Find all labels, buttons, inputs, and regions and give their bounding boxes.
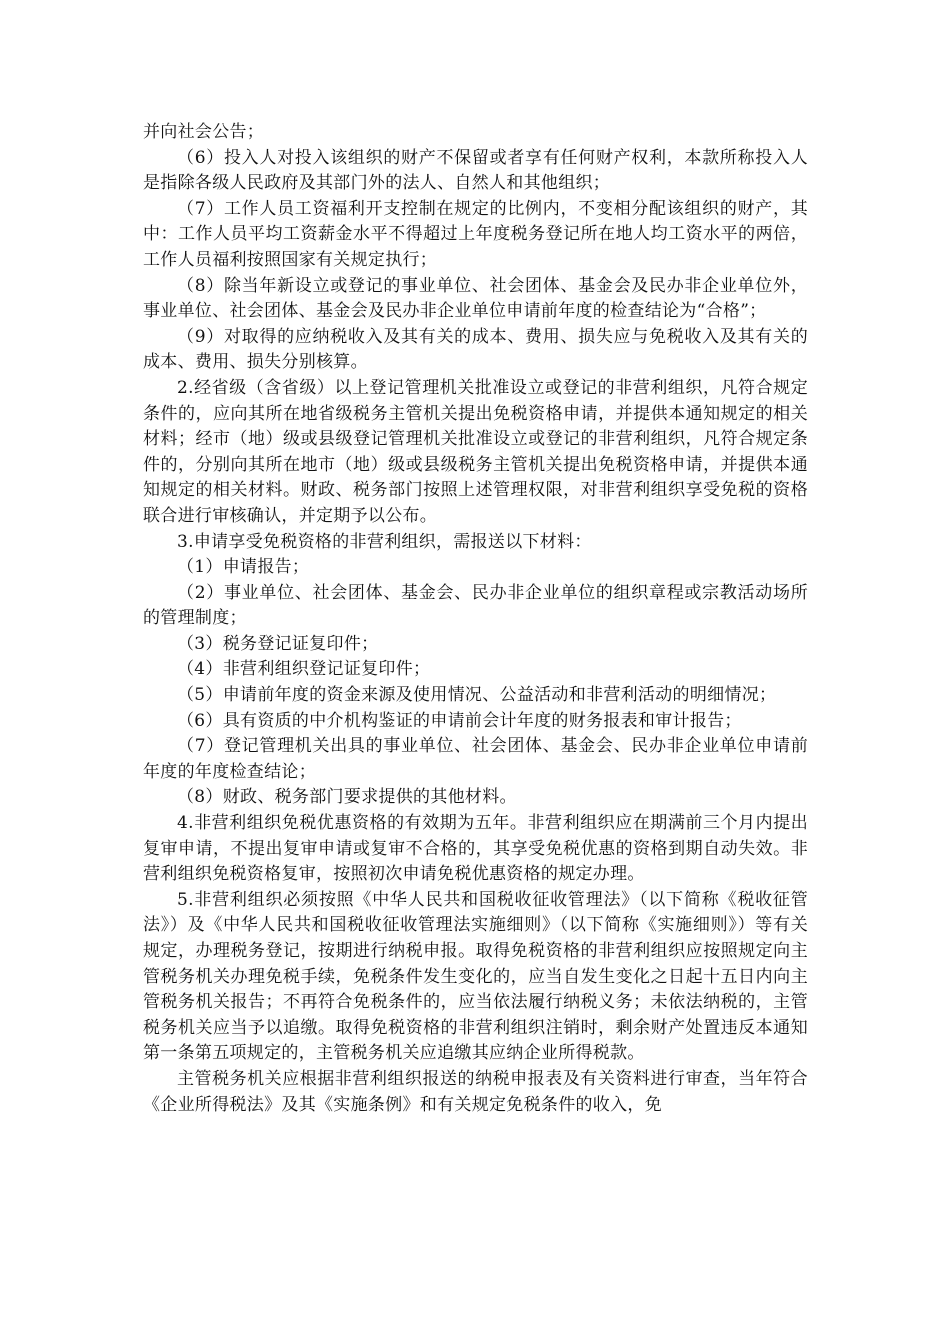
paragraph-section-3: 3.申请享受免税资格的非营利组织，需报送以下材料： bbox=[177, 531, 592, 552]
paragraph-section-4: 4.非营利组织免税优惠资格的有效期为五年。非营利组织应在期满前三个月内提出复审申请，不提出复审申请或复审不合格的，其享受免税优惠的资格到期自动失效。非营利组织免税资格复审，按照初次申请免税优惠资格的规定办理。 bbox=[143, 813, 808, 885]
paragraph-material-6: （6）具有资质的中介机构鉴证的申请前会计年度的财务报表和审计报告； bbox=[177, 710, 742, 731]
paragraph-material-4: （4）非营利组织登记证复印件； bbox=[177, 659, 431, 680]
paragraph-item-8: （8）除当年新设立或登记的事业单位、社会团体、基金会及民办非企业单位外，事业单位、社会团体、基金会及民办非企业单位申请前年度的检查结论为“合格”； bbox=[143, 275, 808, 322]
paragraph-material-3: （3）税务登记证复印件； bbox=[177, 633, 379, 654]
paragraph-section-2: 2.经省级（含省级）以上登记管理机关批准设立或登记的非营利组织，凡符合规定条件的，应向其所在地省级税务主管机关提出免税资格申请，并提供本通知规定的相关材料；经市（地）级或县级登记管理机关批准设立或登记的非营利组织，凡符合规定条件的，分别向其所在地市（地）级或县级税务主管机关提出免税资格申请，并提供本通知规定的相关材料。财政、税务部门按照上述管理权限，对非营利组织享受免税的资格联合进行审核确认，并定期予以公布。 bbox=[143, 377, 808, 526]
paragraph-tax-review: 主管税务机关应根据非营利组织报送的纳税申报表及有关资料进行审查，当年符合《企业所得税法》及其《实施条例》和有关规定免税条件的收入，免 bbox=[143, 1068, 808, 1115]
paragraph-continuation: 并向社会公告； bbox=[143, 122, 265, 142]
paragraph-item-9: （9）对取得的应纳税收入及其有关的成本、费用、损失应与免税收入及其有关的成本、费用、损失分别核算。 bbox=[143, 326, 808, 373]
paragraph-material-5: （5）申请前年度的资金来源及使用情况、公益活动和非营利活动的明细情况； bbox=[177, 685, 777, 706]
paragraph-material-1: （1）申请报告； bbox=[177, 557, 310, 578]
paragraph-material-8: （8）财政、税务部门要求提供的其他材料。 bbox=[177, 787, 517, 808]
paragraph-section-5: 5.非营利组织必须按照《中华人民共和国税收征收管理法》（以下简称《税收征管法》）及《中华人民共和国税收征收管理法实施细则》（以下简称《实施细则》）等有关规定，办理税务登记，按期进行纳税申报。取得免税资格的非营利组织应按照规定向主管税务机关办理免税手续，免税条件发生变化的，应当自发生变化之日起十五日内向主管税务机关报告；不再符合免税条件的，应当依法履行纳税义务；未依法纳税的，主管税务机关应当予以追缴。取得免税资格的非营利组织注销时，剩余财产处置违反本通知第一条第五项规定的，主管税务机关应追缴其应纳企业所得税款。 bbox=[143, 889, 808, 1064]
paragraph-item-6: （6）投入人对投入该组织的财产不保留或者享有任何财产权利，本款所称投入人是指除各级人民政府及其部门外的法人、自然人和其他组织； bbox=[143, 147, 808, 194]
paragraph-material-7: （7）登记管理机关出具的事业单位、社会团体、基金会、民办非企业单位申请前年度的年度检查结论； bbox=[143, 736, 808, 782]
paragraph-material-2: （2）事业单位、社会团体、基金会、民办非企业单位的组织章程或宗教活动场所的管理制度； bbox=[143, 582, 808, 629]
document-body bbox=[143, 120, 808, 1118]
paragraph-item-7: （7）工作人员工资福利开支控制在规定的比例内，不变相分配该组织的财产，其中：工作人员平均工资薪金水平不得超过上年度税务登记所在地人均工资水平的两倍，工作人员福利按照国家有关规定执行； bbox=[143, 198, 808, 270]
